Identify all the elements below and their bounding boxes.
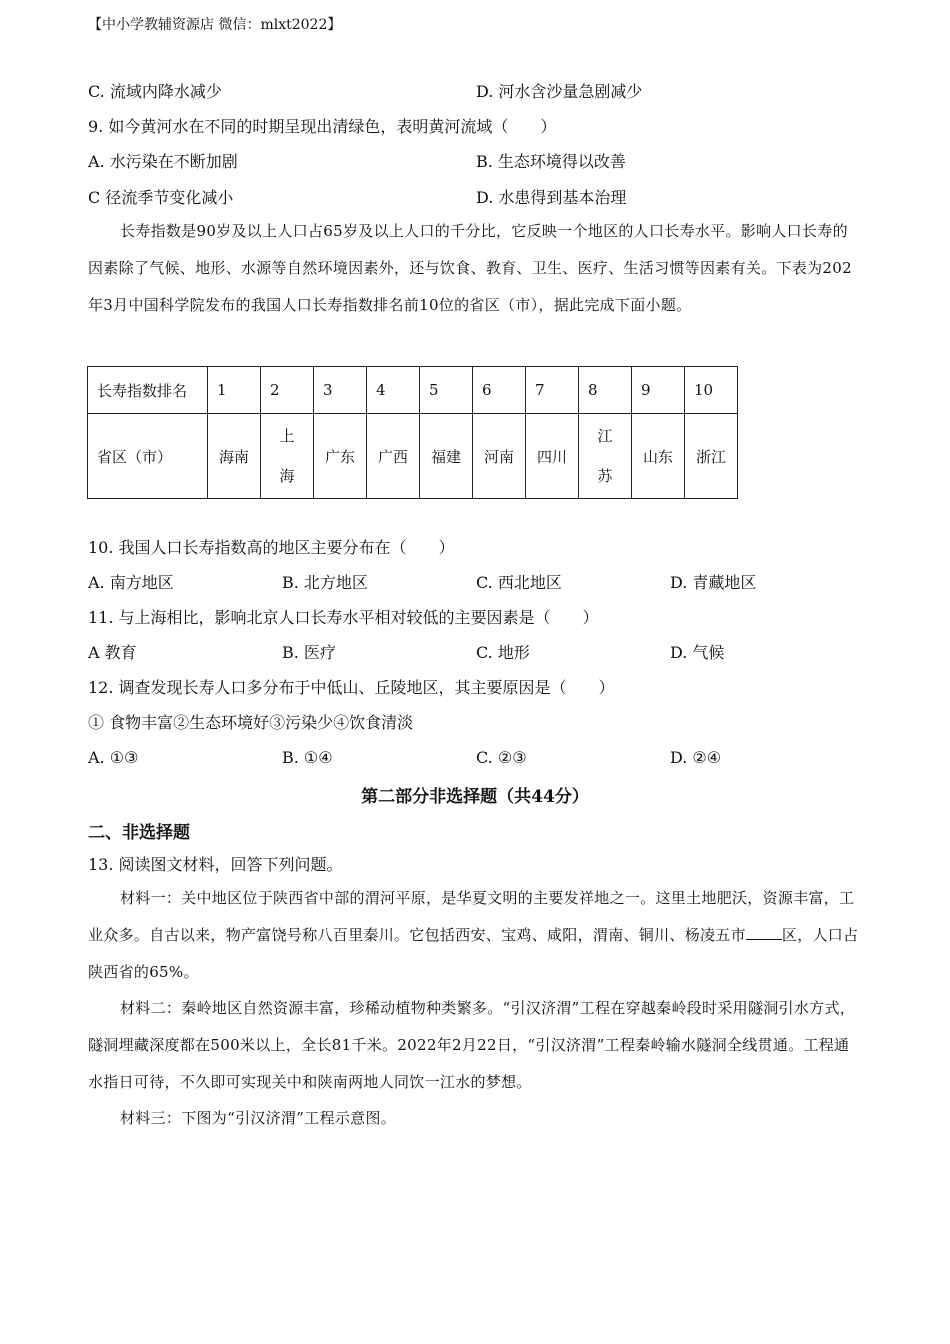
rank-cell: 5: [420, 367, 473, 414]
rank-cell: 6: [473, 367, 526, 414]
section-two-heading: 二、非选择题: [88, 823, 190, 843]
rank-header-cell: 长寿指数排名: [88, 367, 208, 414]
province-cell: 福建: [420, 414, 473, 499]
q10-option-d: D. 青藏地区: [670, 573, 757, 592]
q12-option-a: A. ①③: [88, 748, 139, 767]
q10-option-a: A. 南方地区: [88, 573, 174, 592]
q10-option-c: C. 西北地区: [476, 573, 562, 592]
q12-option-b: B. ①④: [282, 748, 333, 767]
province-cell: 海南: [208, 414, 261, 499]
rank-cell: 7: [526, 367, 579, 414]
province-cell: 山东: [632, 414, 685, 499]
table-row-province: [88, 414, 738, 499]
material-one: [88, 880, 860, 991]
q11-stem: 11. 与上海相比，影响北京人口长寿水平相对较低的主要因素是（ ）: [88, 608, 599, 627]
province-cell: 河南: [473, 414, 526, 499]
q12-option-d: D. ②④: [670, 748, 722, 767]
province-cell-vertical: 江苏: [597, 427, 613, 485]
q10-option-b: B. 北方地区: [282, 573, 368, 592]
q10-stem: 10. 我国人口长寿指数高的地区主要分布在（ ）: [88, 538, 455, 557]
q13-stem: 13. 阅读图文材料，回答下列问题。: [88, 855, 343, 874]
material-three-text: 材料三：下图为“引汉济渭”工程示意图。: [120, 1109, 397, 1127]
rank-cell: 4: [367, 367, 420, 414]
province-header-cell: 省区（市）: [88, 414, 208, 499]
q9-option-b: B. 生态环境得以改善: [476, 152, 626, 171]
part-two-title: 第二部分非选择题（共44分）: [361, 787, 589, 807]
q12-stem: 12. 调查发现长寿人口多分布于中低山、丘陵地区，其主要原因是（ ）: [88, 678, 615, 697]
page-header: 【中小学教辅资源店 微信：mlxt2022】: [88, 17, 342, 33]
q12-option-c: C. ②③: [476, 748, 527, 767]
province-cell: [261, 414, 314, 499]
rank-cell: 8: [579, 367, 632, 414]
longevity-table: [87, 366, 738, 499]
material-one-text-b: 区，人口占陕西省的65%。: [88, 926, 859, 981]
longevity-passage: [88, 213, 860, 324]
rank-cell: 10: [685, 367, 738, 414]
q9-stem: 9. 如今黄河水在不同的时期呈现出清绿色，表明黄河流域（ ）: [88, 117, 557, 136]
province-cell-vertical: 上海: [279, 427, 295, 485]
longevity-passage-text: 长寿指数是90岁及以上人口占65岁及以上人口的千分比，它反映一个地区的人口长寿水平。影响人口长寿的因素除了气候、地形、水源等自然环境因素外，还与饮食、教育、卫生、医疗、生活习惯等因素有关。下表为202年3月中国科学院发布的我国人口长寿指数排名前10位的省区（市），据此完成下面小题。: [88, 222, 852, 314]
province-cell: 浙江: [685, 414, 738, 499]
q9-option-d: D. 水患得到基本治理: [476, 188, 627, 207]
rank-cell: 2: [261, 367, 314, 414]
q8-option-d: D. 河水含沙量急剧减少: [476, 82, 643, 101]
rank-cell: 1: [208, 367, 261, 414]
province-cell: [579, 414, 632, 499]
q9-option-c: C 径流季节变化减小: [88, 188, 234, 207]
q11-option-c: C. 地形: [476, 643, 530, 662]
rank-cell: 9: [632, 367, 685, 414]
material-three: [88, 1100, 860, 1137]
q8-option-c: C. 流域内降水减少: [88, 82, 222, 101]
province-cell: 广西: [367, 414, 420, 499]
q11-option-a: A 教育: [88, 643, 137, 662]
province-cell: 广东: [314, 414, 367, 499]
material-one-text-a: 材料一：关中地区位于陕西省中部的渭河平原，是华夏文明的主要发祥地之一。这里土地肥沃，资源丰富，工业众多。自古以来，物产富饶号称八百里秦川。它包括西安、宝鸡、咸阳，渭南、铜川、杨凌五市: [88, 889, 855, 944]
q12-items: ① 食物丰富②生态环境好③污染少④饮食清淡: [88, 713, 414, 732]
q11-option-b: B. 医疗: [282, 643, 336, 662]
q11-option-d: D. 气候: [670, 643, 725, 662]
q9-option-a: A. 水污染在不断加剧: [88, 152, 238, 171]
fill-in-blank: [746, 925, 782, 940]
material-two-text: 材料二：秦岭地区自然资源丰富，珍稀动植物种类繁多。“引汉济渭”工程在穿越秦岭段时采用隧洞引水方式，隧洞埋藏深度都在500米以上，全长81千米。2022年2月22日，“引汉济渭”工程秦岭输水隧洞全线贯通。工程通水指日可待，不久即可实现关中和陕南两地人同饮一江水的梦想。: [88, 999, 856, 1091]
material-two: [88, 990, 860, 1101]
province-cell: 四川: [526, 414, 579, 499]
table-row-rank: [88, 367, 738, 414]
rank-cell: 3: [314, 367, 367, 414]
